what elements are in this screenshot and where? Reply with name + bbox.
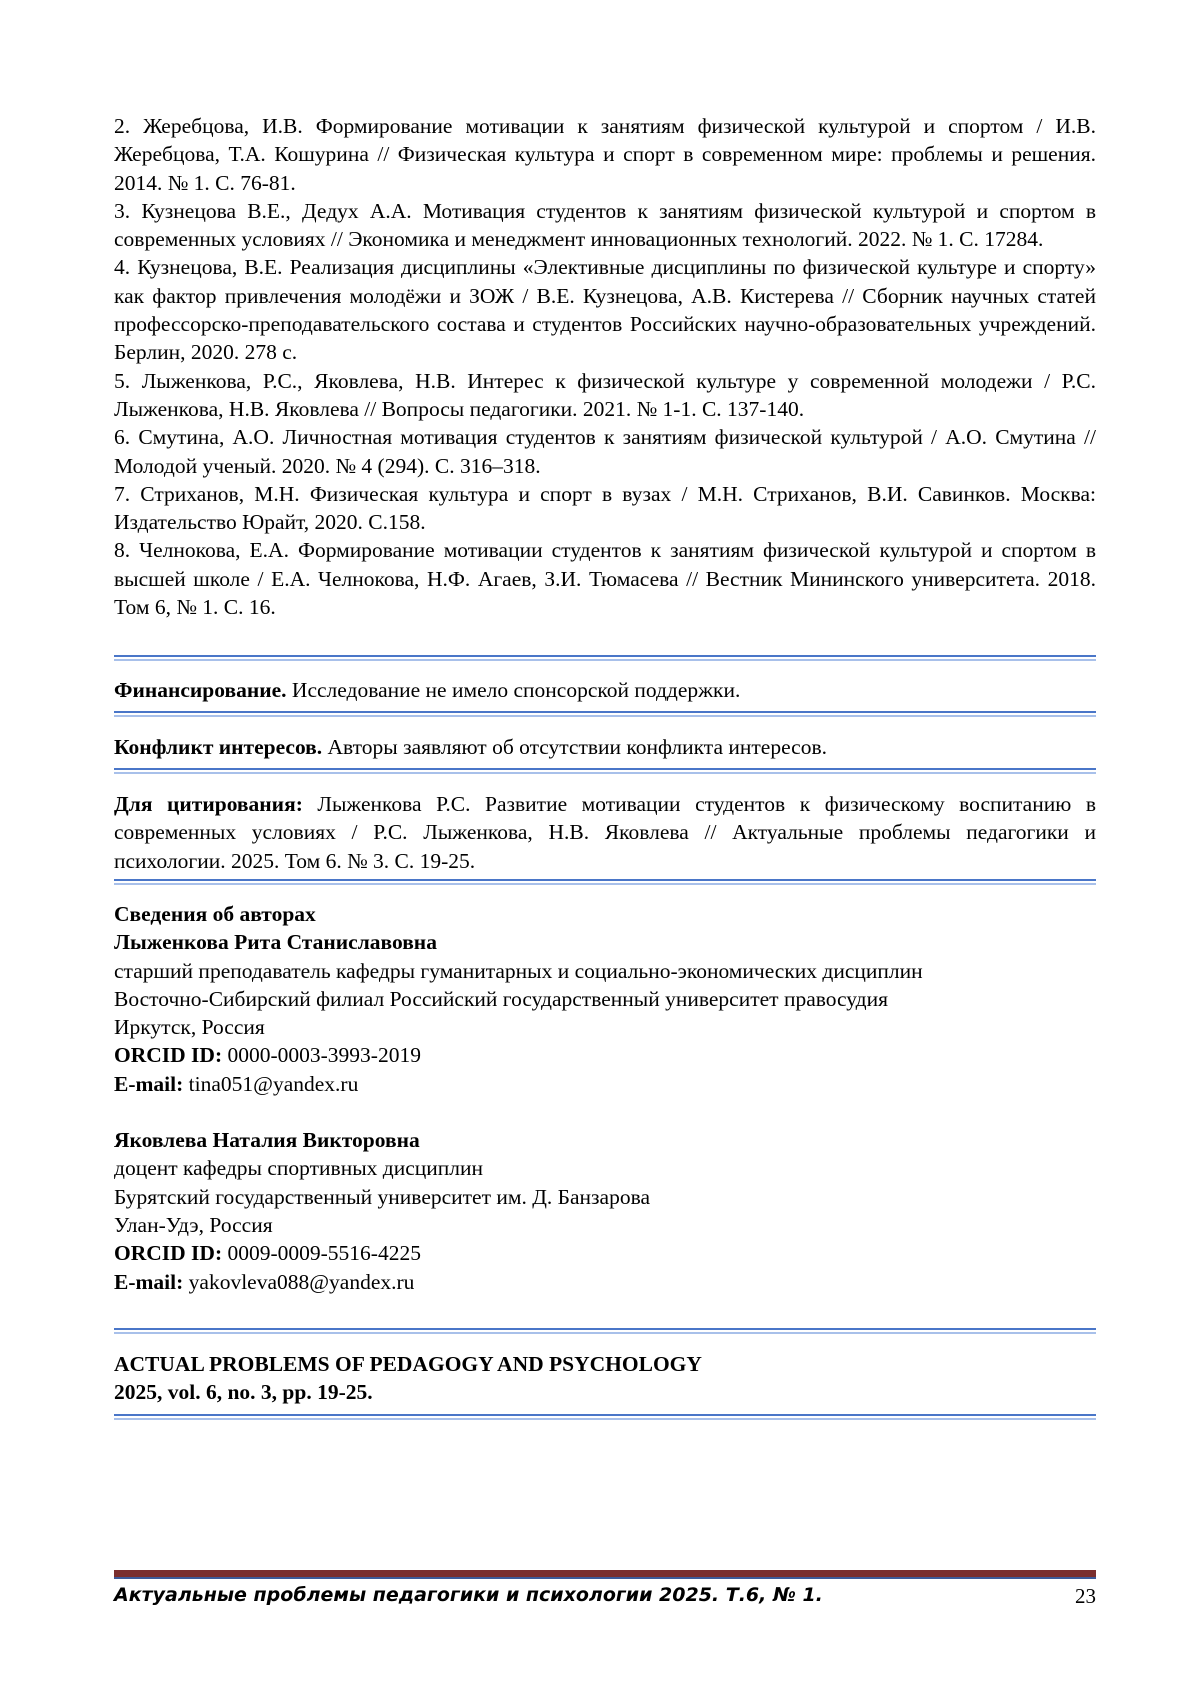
author-city: Иркутск, Россия (114, 1015, 265, 1040)
citation-label: Для цитирования: (114, 792, 303, 816)
orcid-label: ORCID ID: (114, 1241, 223, 1266)
email-label: E-mail: (114, 1071, 184, 1096)
conflict-label: Конфликт интересов. (114, 735, 323, 759)
citation-text: Лыженкова Р.С. Развитие мотивации студентов к физическому воспитанию в современных условиях / Р.С. Лыженкова, Н.В. Яковлева // Актуальные проблемы педагогики и психологии. 2025. Том 6. № 3. С. 19-25. (114, 792, 1096, 873)
author-orcid (114, 1239, 1096, 1267)
author-position: старший преподаватель кафедры гуманитарных и социально-экономических дисциплин (114, 958, 923, 983)
section-divider (114, 711, 1096, 717)
author-city: Улан-Удэ, Россия (114, 1212, 273, 1237)
journal-english-title: ACTUAL PROBLEMS OF PEDAGOGY AND PSYCHOLOGY (114, 1352, 702, 1376)
author-orcid (114, 1041, 1096, 1069)
reference-item: 5. Лыженкова, Р.С., Яковлева, Н.В. Интерес к физической культуре у современной молодежи / Р.С. Лыженкова, Н.В. Яковлева // Вопросы педагогики. 2021. № 1-1. С. 137-140. (114, 368, 1096, 421)
author-name: Яковлева Наталия Викторовна (114, 1128, 420, 1153)
references-list (114, 112, 1096, 621)
author-affiliation: Бурятский государственный университет им. Д. Банзарова (114, 1184, 650, 1209)
page-number: 23 (1075, 1584, 1096, 1608)
conflict-statement (114, 733, 1096, 761)
author-name: Лыженкова Рита Станиславовна (114, 930, 437, 955)
conflict-text: Авторы заявляют об отсутствии конфликта интересов. (322, 735, 827, 759)
orcid-value[interactable]: 0000-0003-3993-2019 (222, 1043, 421, 1068)
footer-journal-title: Актуальные проблемы педагогики и психологии 2025. Т.6, № 1. (114, 1584, 823, 1606)
email-value[interactable]: tina051@yandex.ru (183, 1071, 359, 1096)
author-affiliation: Восточно-Сибирский филиал Российский государственный университет правосудия (114, 986, 889, 1011)
orcid-value[interactable]: 0009-0009-5516-4225 (222, 1241, 421, 1266)
email-value[interactable]: yakovleva088@yandex.ru (183, 1269, 415, 1294)
reference-item: 2. Жеребцова, И.В. Формирование мотивации к занятиям физической культурой и спортом / И.В. Жеребцова, Т.А. Кошурина // Физическая культура и спорт в современном мире: проблемы и решения. 2014. № 1. С. 76-81. (114, 114, 1096, 195)
author-position: доцент кафедры спортивных дисциплин (114, 1156, 484, 1181)
reference-item: 4. Кузнецова, В.Е. Реализация дисциплины «Элективные дисциплины по физической культуре и спорту» как фактор привлечения молодёжи и ЗОЖ / В.Е. Кузнецова, А.В. Кистерева // Сборник научных статей профессорско-преподавательского состава и студентов Российских научно-образовательных учреждений. Берлин, 2020. 278 с. (114, 255, 1096, 365)
citation-block (114, 790, 1096, 875)
funding-statement (114, 676, 1096, 704)
section-divider (114, 879, 1096, 885)
section-divider (114, 1328, 1096, 1334)
reference-item: 8. Челнокова, Е.А. Формирование мотивации студентов к занятиям физической культурой и спортом в высшей школе / Е.А. Челнокова, Н.Ф. Агаев, З.И. Тюмасева // Вестник Мининского университета. 2018. Том 6, № 1. С. 16. (114, 538, 1096, 620)
authors-section (114, 900, 1096, 1296)
reference-item: 6. Смутина, А.О. Личностная мотивация студентов к занятиям физической культурой / А.О. Смутина // Молодой ученый. 2020. № 4 (294). С. 316–318. (114, 425, 1096, 478)
journal-english-block (114, 1350, 702, 1407)
author-email (114, 1070, 1096, 1098)
orcid-label: ORCID ID: (114, 1043, 223, 1068)
section-divider (114, 768, 1096, 774)
funding-label: Финансирование. (114, 678, 287, 702)
funding-text: Исследование не имело спонсорской поддержки. (286, 678, 741, 702)
spacer (114, 1098, 1096, 1126)
section-divider (114, 655, 1096, 661)
section-divider (114, 1414, 1096, 1420)
authors-heading: Сведения об авторах (114, 902, 316, 926)
footer-divider (114, 1570, 1096, 1579)
reference-item: 7. Стриханов, М.Н. Физическая культура и спорт в вузах / М.Н. Стриханов, В.И. Савинков. Москва: Издательство Юрайт, 2020. С.158. (114, 481, 1096, 535)
journal-english-issue: 2025, vol. 6, no. 3, pp. 19-25. (114, 1380, 373, 1405)
author-email (114, 1268, 1096, 1296)
email-label: E-mail: (114, 1269, 184, 1294)
reference-item: 3. Кузнецова В.Е., Дедух А.А. Мотивация студентов к занятиям физической культурой и спортом в современных условиях // Экономика и менеджмент инновационных технологий. 2022. № 1. С. 17284. (114, 198, 1096, 252)
